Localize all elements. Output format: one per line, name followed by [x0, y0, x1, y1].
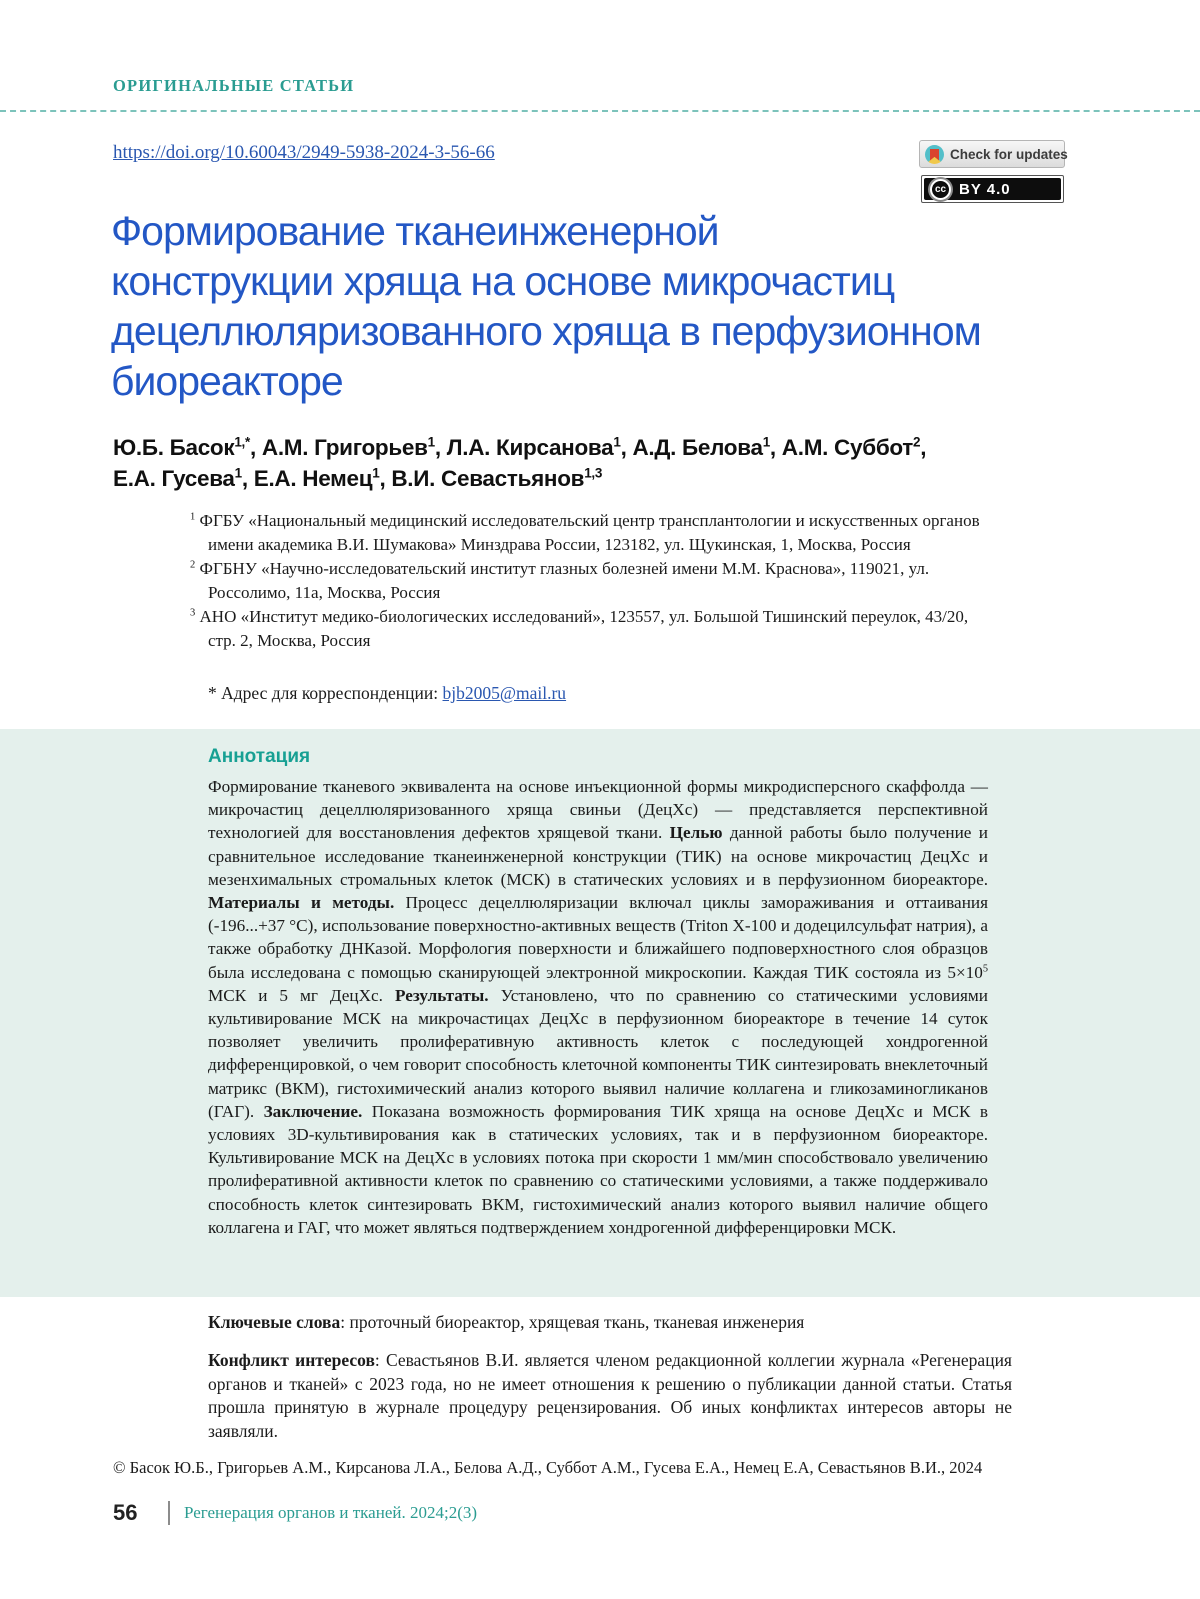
page-footer — [113, 1498, 477, 1528]
article-title: Формирование тканеинженерной конструкции хряща на основе микрочастиц децеллюляризованного хряща в перфузионном биореакторе — [111, 208, 981, 404]
affiliations-list — [190, 509, 990, 653]
keywords-line — [208, 1310, 1012, 1334]
abstract-box — [0, 729, 1200, 1297]
affiliation-text: АНО «Институт медико-биологических исследований», 123557, ул. Большой Тишинский переулок, 43/20, стр. 2, Москва, Россия — [199, 607, 969, 650]
correspondence-email-link[interactable]: bjb2005@mail.ru — [442, 683, 567, 703]
affiliation-item — [190, 605, 990, 652]
check-for-updates-badge[interactable] — [919, 140, 1068, 168]
doi-link[interactable]: https://doi.org/10.60043/2949-5938-2024-3-56-66 — [113, 142, 495, 163]
crossmark-bookmark-icon — [930, 149, 939, 161]
conflict-of-interest — [208, 1349, 1012, 1443]
correspondence-label: * Адрес для корреспонденции: — [208, 683, 443, 703]
affiliation-marker: 3 — [190, 607, 196, 619]
cc-icon: cc — [930, 179, 951, 200]
affiliation-text: ФГБНУ «Научно-исследовательский институт глазных болезней имени М.М. Краснова», 119021, ул. Россолимо, 11а, Москва, Россия — [199, 559, 930, 602]
cc-by-label: BY 4.0 — [959, 180, 1011, 198]
copyright-line: © Басок Ю.Б., Григорьев А.М., Кирсанова Л.А., Белова А.Д., Суббот А.М., Гусева Е.А., Немец Е.А, Севастьянов В.И., 2024 — [113, 1458, 983, 1477]
authors-line: Ю.Б. Басок$^{1,*}$, А.М. Григорьев$^1$, Л.А. Кирсанова$^1$, А.Д. Белова$^1$, А.М. Суббот$^2$, Е.А. Гусева$^1$, Е.А. Немец$^1$, В.И. Севастьянов$^{1,3}$ — [113, 434, 927, 491]
header-dashed-rule — [0, 110, 1200, 112]
conflict-text: : Севастьянов В.И. является членом редакционной коллегии журнала «Регенерация органов и тканей» с 2023 года, но не имеет отношения к решению о публикации данной статьи. Статья прошла принятую в журнале процедуру рецензирования. Об иных конфликтах интересов авторы не заявляли. — [208, 1350, 1012, 1441]
abstract-heading: Аннотация — [208, 746, 311, 767]
journal-name: Регенерация органов и тканей. 2024;2(3) — [183, 1503, 478, 1522]
affiliation-marker: 1 — [190, 511, 196, 523]
affiliation-marker: 2 — [190, 559, 196, 571]
keywords-label: Ключевые слова — [208, 1312, 341, 1332]
cc-by-badge[interactable] — [921, 175, 1064, 203]
page-number: 56 — [113, 1500, 138, 1525]
correspondence-line — [208, 683, 908, 704]
footer-divider — [168, 1501, 170, 1525]
conflict-label: Конфликт интересов — [208, 1350, 375, 1370]
abstract-text: Формирование тканевого эквивалента на основе инъекционной формы микродисперсного скаффолда — микрочастиц децеллюляризованного хряща свиньи (ДецХс) — представляется перспективной технологией для восстановления дефектов хрящевой ткани. Целью данной работы было получение и сравнительное исследование тканеинженерной конструкции (ТИК) на основе микрочастиц ДецХс и мезенхимальных стромальных клеток (МСК) в статических условиях и в перфузионном биореакторе. Материалы и методы. Процесс децеллюляризации включал циклы замораживания и оттаивания (-196...+37 °С), использование поверхностно-активных веществ (Triton X-100 и додецилсульфат натрия), а также обработку ДНКазой. Морфология поверхности и ближайшего подповерхностного слоя образцов была исследована с помощью сканирующей электронной микроскопии. Каждая ТИК состояла из $5\times 10^5$ МСК и 5 мг ДецХс. Результаты. Установлено, что по сравнению со статическими условиями культивирование МСК на микрочастицах ДецХс в перфузионном биореакторе в течение 14 суток позволяет увеличить пролиферативную активность клеток с последующей хондрогенной дифференцировкой, о чем говорит способность клеточной компоненты ТИК синтезировать внеклеточный матрикс (ВКМ), гистохимический анализ которого выявил наличие коллагена и гликозаминогликанов (ГАГ). Заключение. Показана возможность формирования ТИК хряща на основе ДецХс и МСК в условиях 3D-культивирования как в статических условиях, так и в перфузионном биореакторе. Культивирование МСК на ДецХс в условиях потока при скорости 1 мм/мин способствовало увеличению пролиферативной активности клеток по сравнению со статическими условиями, а также поддерживало способность клеток синтезировать ВКМ, гистохимический анализ которого выявил наличие общего коллагена и ГАГ, что может являться подтверждением хондрогенной дифференцировки МСК. — [208, 777, 988, 1237]
affiliation-item — [190, 509, 990, 556]
section-kicker: ОРИГИНАЛЬНЫЕ СТАТЬИ — [113, 76, 355, 95]
affiliation-item — [190, 557, 990, 604]
check-for-updates-label: Check for updates — [950, 146, 1068, 162]
crossmark-icon — [925, 145, 944, 164]
keywords-text: : проточный биореактор, хрящевая ткань, тканевая инженерия — [340, 1312, 805, 1332]
affiliation-text: ФГБУ «Национальный медицинский исследовательский центр трансплантологии и искусственных органов имени академика В.И. Шумакова» Минздрава России, 123182, ул. Щукинская, 1, Москва, Россия — [199, 511, 980, 554]
